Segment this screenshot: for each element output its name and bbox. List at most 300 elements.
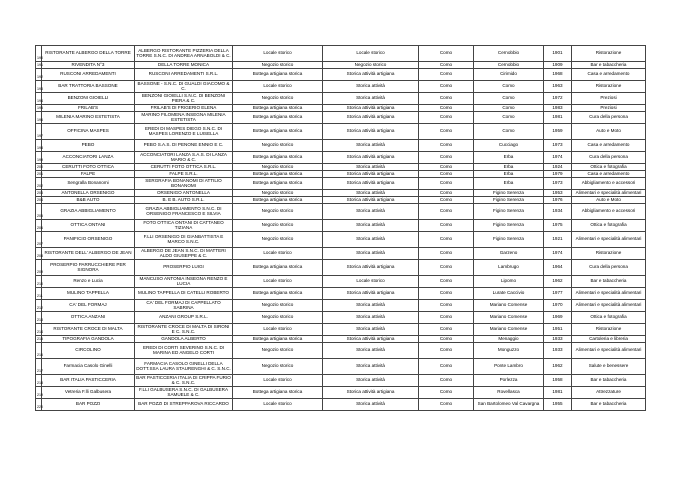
founding-year-cell: 1976 — [544, 197, 572, 204]
listing-type-cell: Negozio storico — [233, 343, 323, 359]
municipality-cell: Cirimido — [474, 69, 544, 81]
business-name-cell: Sengralla Bonanomi — [42, 178, 135, 190]
province-cell: Como — [419, 204, 474, 220]
founding-year-cell: 1901 — [544, 46, 572, 62]
business-name-cell: ANTONELLA ORSENIGO — [42, 190, 135, 197]
company-name-cell: B. E B. AUTO S.R.L. — [135, 197, 233, 204]
province-cell: Como — [419, 171, 474, 178]
sector-cell: Bar e tabaccheria — [572, 375, 646, 387]
listing-type-cell: Negozio storico — [233, 312, 323, 324]
table-row — [36, 359, 646, 375]
sector-cell: Bar e tabaccheria — [572, 399, 646, 411]
business-name-cell: PANIFICIO ORSENIGO — [42, 232, 135, 248]
activity-category-cell: Storica attività — [323, 93, 419, 105]
municipality-cell: Erba — [474, 152, 544, 164]
founding-year-cell: 1933 — [544, 343, 572, 359]
sector-cell: Alimentari e specialità alimentari — [572, 232, 646, 248]
municipality-cell: San Bartolomeo Val Cavargna — [474, 399, 544, 411]
activity-category-cell: Storica attività — [323, 220, 419, 232]
business-name-cell: RISTORANTE CROCE DI MALTA — [42, 324, 135, 336]
company-name-cell: CA' DEL FORMAJ DI CAPPELLATO SABRINA — [135, 300, 233, 312]
municipality-cell: Monguzzo — [474, 343, 544, 359]
business-name-cell: RISTORANTE ALBERGO DELLA TORRE — [42, 46, 135, 62]
business-name-cell: ACCONCIATORI LANZA — [42, 152, 135, 164]
company-name-cell: MULINO TAPPELLA DI CATELLI ROBERTO — [135, 288, 233, 300]
province-cell: Como — [419, 93, 474, 105]
listing-type-cell: Negozio storico — [233, 93, 323, 105]
table-row — [36, 93, 646, 105]
business-name-cell: FRILAB'S — [42, 105, 135, 112]
founding-year-cell: 1962 — [544, 359, 572, 375]
row-number-cell: 204 — [37, 198, 43, 203]
municipality-cell: Figino Serenza — [474, 220, 544, 232]
municipality-cell: Rovellasca — [474, 387, 544, 399]
business-name-cell: CERUTTI FOTO OTTICA — [42, 164, 135, 171]
business-name-cell: MILENIA MARINO ESTETISTA — [42, 112, 135, 124]
municipality-cell: Como — [474, 124, 544, 140]
activity-category-cell: Storica attività — [323, 399, 419, 411]
table-row — [36, 248, 646, 260]
listing-type-cell: Negozio storico — [233, 62, 323, 69]
row-number-cell: 217 — [36, 359, 42, 375]
company-name-cell: F.LLI GALBUSERA S.N.C. DI GALBUSERA SAMUELE & C. — [135, 387, 233, 399]
activity-category-cell: Storica attività artigiana — [323, 152, 419, 164]
founding-year-cell: 1974 — [544, 152, 572, 164]
sector-cell: Preziosi — [572, 105, 646, 112]
listing-type-cell: Bottega artigiana storica — [233, 178, 323, 190]
municipality-cell: Como — [474, 105, 544, 112]
municipality-cell: Garzeno — [474, 248, 544, 260]
activity-category-cell: Storica attività — [323, 312, 419, 324]
listing-type-cell: Negozio storico — [233, 204, 323, 220]
business-name-cell: RUSCONI ARREDAMENTI — [42, 69, 135, 81]
founding-year-cell: 1959 — [544, 124, 572, 140]
sector-cell: Ottica e fotografia — [572, 164, 646, 171]
sector-cell: Casa e arredamento — [572, 171, 646, 178]
province-cell: Como — [419, 300, 474, 312]
municipality-cell: Mariano Comense — [474, 312, 544, 324]
company-name-cell: FOTO OTTICA ONTANI DI CATTANEO TIZIANA — [135, 220, 233, 232]
company-name-cell: BENZONI GIOIELLI S.N.C. DI BENZONI PIERA & C. — [135, 93, 233, 105]
province-cell: Como — [419, 220, 474, 232]
company-name-cell: MANCUSO ANTONIA INSEGNA RENZO E LUCIA — [135, 276, 233, 288]
activity-category-cell: Storica attività — [323, 359, 419, 375]
table-row — [36, 300, 646, 312]
activity-category-cell: Storica attività — [323, 324, 419, 336]
listing-type-cell: Bottega artigiana storica — [233, 105, 323, 112]
province-cell: Como — [419, 112, 474, 124]
sector-cell: Cura della persona — [572, 112, 646, 124]
founding-year-cell: 1962 — [544, 276, 572, 288]
founding-year-cell: 1981 — [544, 112, 572, 124]
founding-year-cell: 1973 — [544, 140, 572, 152]
listing-type-cell: Locale storico — [233, 324, 323, 336]
table-row — [36, 81, 646, 93]
business-name-cell: BAR TRATTORIA BASSONE — [42, 81, 135, 93]
municipality-cell: Menaggio — [474, 336, 544, 343]
province-cell: Como — [419, 124, 474, 140]
company-name-cell: BASSONE - S.N.C. DI GUALDI GIACOMO & C. — [135, 81, 233, 93]
listing-type-cell: Locale storico — [233, 276, 323, 288]
founding-year-cell: 1955 — [544, 399, 572, 411]
company-name-cell: PROSERPIO LUIGI — [135, 260, 233, 276]
listing-type-cell: Bottega artigiana storica — [233, 260, 323, 276]
founding-year-cell: 1983 — [544, 105, 572, 112]
sector-cell: Abbigliamento e accessori — [572, 204, 646, 220]
activity-category-cell: Storica attività — [323, 375, 419, 387]
table-row — [36, 152, 646, 164]
municipality-cell: Mariano Comense — [474, 324, 544, 336]
activity-category-cell: Storica attività artigiana — [323, 124, 419, 140]
company-name-cell: EREDI DI CORTI SEVERINO S.N.C. DI MARINA ED ANGELO CORTI — [135, 343, 233, 359]
sector-cell: Bar e tabaccheria — [572, 276, 646, 288]
founding-year-cell: 1958 — [544, 375, 572, 387]
founding-year-cell: 1963 — [544, 81, 572, 93]
listing-type-cell: Bottega artigiana storica — [233, 171, 323, 178]
table-row — [36, 343, 646, 359]
row-number-cell: 212 — [36, 300, 42, 312]
company-name-cell: ACCONCIATORI LANZA S.A.S. DI LANZA MARIO & C. — [135, 152, 233, 164]
municipality-cell: Cucciago — [474, 140, 544, 152]
business-name-cell: Renzo e Lucia — [42, 276, 135, 288]
activity-category-cell: Storica attività artigiana — [323, 171, 419, 178]
row-number-cell: 207 — [36, 232, 42, 248]
company-name-cell: MARINO FILOMENA INSEGNA MILENIA ESTETISTA — [135, 112, 233, 124]
table-row — [36, 220, 646, 232]
province-cell: Como — [419, 178, 474, 190]
business-name-cell: BAR POZZI — [42, 399, 135, 411]
table-row — [36, 197, 646, 204]
company-name-cell: SERGRAFIA BONANOMI DI ATTILIO BONANOMI — [135, 178, 233, 190]
row-number-cell: 197 — [36, 124, 42, 140]
business-name-cell: FALPE — [42, 171, 135, 178]
company-name-cell: DELLA TORRE MONICA — [135, 62, 233, 69]
business-name-cell: TIPOGRAFIA GANDOLA — [42, 336, 135, 343]
row-number-cell: 190 — [36, 46, 42, 62]
listing-type-cell: Locale storico — [233, 375, 323, 387]
activity-category-cell: Storica attività — [323, 248, 419, 260]
activity-category-cell: Locale storico — [323, 46, 419, 62]
row-number-cell: 214 — [36, 324, 42, 336]
business-name-cell: BENZONI GIOIELLI — [42, 93, 135, 105]
company-name-cell: FARMACIA CASOLO GINELLI DELLA DOTT.SSA LAURA STAURENGHI & C. S.N.C. — [135, 359, 233, 375]
activity-category-cell: Negozio storico — [323, 62, 419, 69]
province-cell: Como — [419, 312, 474, 324]
activity-category-cell: Storica attività — [323, 81, 419, 93]
activity-category-cell: Storica attività artigiana — [323, 197, 419, 204]
table-row — [36, 140, 646, 152]
company-name-cell: CERUTTI FOTO OTTICA S.R.L. — [135, 164, 233, 171]
table-row — [36, 164, 646, 171]
activity-category-cell: Storica attività — [323, 140, 419, 152]
table-row — [36, 124, 646, 140]
province-cell: Como — [419, 288, 474, 300]
founding-year-cell: 1909 — [544, 62, 572, 69]
listing-type-cell: Negozio storico — [233, 359, 323, 375]
business-name-cell: RISTORANTE DELL' ALBERGO DE JEAN — [42, 248, 135, 260]
row-number-cell: 193 — [36, 81, 42, 93]
founding-year-cell: 1964 — [544, 260, 572, 276]
municipality-cell: Lipomo — [474, 276, 544, 288]
sector-cell: Alimentari e specialità alimentari — [572, 343, 646, 359]
municipality-cell: Como — [474, 112, 544, 124]
table-row — [36, 375, 646, 387]
sector-cell: Attrezzature — [572, 387, 646, 399]
company-name-cell: ALBERGO DE JEAN S.N.C. DI MATTERI ALDO GIUSEPPE & C. — [135, 248, 233, 260]
province-cell: Como — [419, 260, 474, 276]
activity-category-cell: Storica attività artigiana — [323, 105, 419, 112]
province-cell: Como — [419, 232, 474, 248]
business-name-cell: CA' DEL FORMAJ — [42, 300, 135, 312]
activity-category-cell: Storica attività — [323, 232, 419, 248]
table-row — [36, 112, 646, 124]
row-number-cell: 199 — [36, 152, 42, 164]
listing-type-cell: Locale storico — [233, 248, 323, 260]
sector-cell: Ottica e fotografia — [572, 312, 646, 324]
province-cell: Como — [419, 248, 474, 260]
table-row — [36, 69, 646, 81]
sector-cell: Ristorazione — [572, 46, 646, 62]
sector-cell: Casa e arredamento — [572, 69, 646, 81]
founding-year-cell: 1972 — [544, 93, 572, 105]
municipality-cell: Mariano Comense — [474, 300, 544, 312]
row-number-cell: 210 — [36, 276, 42, 288]
listing-type-cell: Bottega artigiana storica — [233, 152, 323, 164]
founding-year-cell: 1933 — [544, 336, 572, 343]
listing-type-cell: Negozio storico — [233, 232, 323, 248]
activity-category-cell: Storica attività artigiana — [323, 178, 419, 190]
sector-cell: Auto e Moto — [572, 124, 646, 140]
business-name-cell: GRAZIA ABBIGLIAMENTO — [42, 204, 135, 220]
sector-cell: Bar e tabaccheria — [572, 62, 646, 69]
company-name-cell: BAR POZZI DI STREPPAROVA RICCARDO — [135, 399, 233, 411]
province-cell: Como — [419, 69, 474, 81]
business-name-cell: Vetreria F.lli Galbusera — [42, 387, 135, 399]
municipality-cell: Figino Serenza — [474, 232, 544, 248]
business-name-cell: Farmacia Casolo Ginelli — [42, 359, 135, 375]
activity-category-cell: Storica attività artigiana — [323, 288, 419, 300]
municipality-cell: Cernobbio — [474, 46, 544, 62]
row-number-cell: 200 — [37, 165, 43, 170]
row-number-cell: 218 — [36, 375, 42, 387]
founding-year-cell: 1969 — [544, 312, 572, 324]
sector-cell: Ristorazione — [572, 324, 646, 336]
founding-year-cell: 1979 — [544, 171, 572, 178]
activity-category-cell: Storica attività artigiana — [323, 387, 419, 399]
founding-year-cell: 1921 — [544, 232, 572, 248]
company-name-cell: PEBO S.A.S. DI PENONE ENNIO E C. — [135, 140, 233, 152]
table-row — [36, 288, 646, 300]
sector-cell: Ottica e fotografia — [572, 220, 646, 232]
row-number-cell: 220 — [36, 399, 42, 411]
company-name-cell: ORSENIGO ANTONELLA — [135, 190, 233, 197]
company-name-cell: EREDI DI MASPES DIEGO S.N.C. DI MASPES LORENZO E LUISELLA — [135, 124, 233, 140]
listing-type-cell: Locale storico — [233, 399, 323, 411]
table-row — [36, 324, 646, 336]
table-row — [36, 387, 646, 399]
historic-businesses-table — [35, 45, 646, 411]
province-cell: Como — [419, 152, 474, 164]
activity-category-cell: Locale storico — [323, 276, 419, 288]
founding-year-cell: 1951 — [544, 324, 572, 336]
company-name-cell: FRILAB'S DI FRIGERIO ELENA — [135, 105, 233, 112]
founding-year-cell: 1981 — [544, 387, 572, 399]
row-number-cell: 203 — [37, 191, 43, 196]
listing-type-cell: Negozio storico — [233, 140, 323, 152]
row-number-cell: 206 — [36, 220, 42, 232]
municipality-cell: Porlezza — [474, 375, 544, 387]
row-number-cell: 219 — [36, 387, 42, 399]
row-number-cell: 196 — [36, 112, 42, 124]
row-number-cell: 216 — [36, 343, 42, 359]
municipality-cell: Erba — [474, 171, 544, 178]
founding-year-cell: 1977 — [544, 288, 572, 300]
municipality-cell: Cernobbio — [474, 62, 544, 69]
table-row — [36, 204, 646, 220]
province-cell: Como — [419, 140, 474, 152]
table-row — [36, 62, 646, 69]
company-name-cell: RUSCONI ARREDAMENTI S.R.L. — [135, 69, 233, 81]
business-name-cell: OTTICA ONTANI — [42, 220, 135, 232]
province-cell: Como — [419, 81, 474, 93]
province-cell: Como — [419, 197, 474, 204]
activity-category-cell: Storica attività — [323, 204, 419, 220]
listing-type-cell: Negozio storico — [233, 164, 323, 171]
sector-cell: Abbigliamento e accessori — [572, 178, 646, 190]
table-row — [36, 178, 646, 190]
table-row — [36, 336, 646, 343]
province-cell: Como — [419, 164, 474, 171]
business-name-cell: RIVENDITA N°3 — [42, 62, 135, 69]
company-name-cell: BAR PASTICCERIA ITALIA DI CRIPPA FURIO & C. S.N.C. — [136, 374, 231, 385]
sector-cell: Alimentari e specialità alimentari — [572, 288, 646, 300]
listing-type-cell: Bottega artigiana storica — [233, 69, 323, 81]
company-name-cell: FALPE S.R.L. — [135, 171, 233, 178]
table-row — [36, 105, 646, 112]
activity-category-cell: Storica attività — [323, 343, 419, 359]
row-number-cell: 195 — [37, 106, 43, 111]
listing-type-cell: Bottega artigiana storica — [233, 197, 323, 204]
listing-type-cell: Negozio storico — [233, 220, 323, 232]
table-row — [36, 190, 646, 197]
province-cell: Como — [419, 276, 474, 288]
row-number-cell: 213 — [36, 312, 42, 324]
row-number-cell: 208 — [36, 248, 42, 260]
table-row — [36, 399, 646, 411]
business-name-cell: B&B AUTO — [42, 197, 135, 204]
sector-cell: Ristorazione — [572, 248, 646, 260]
municipality-cell: Figino Serenza — [474, 204, 544, 220]
listing-type-cell: Bottega artigiana storica — [233, 288, 323, 300]
row-number-cell: 205 — [36, 204, 42, 220]
sector-cell: Cura della persona — [572, 260, 646, 276]
table-row — [36, 276, 646, 288]
listing-type-cell: Bottega artigiana storica — [233, 336, 323, 343]
listing-type-cell: Bottega artigiana storica — [233, 124, 323, 140]
activity-category-cell: Storica attività artigiana — [323, 336, 419, 343]
listing-type-cell: Bottega artigiana storica — [233, 387, 323, 399]
founding-year-cell: 1973 — [544, 178, 572, 190]
province-cell: Como — [419, 336, 474, 343]
municipality-cell: Figino Serenza — [474, 197, 544, 204]
row-number-cell: 192 — [36, 69, 42, 81]
province-cell: Como — [419, 105, 474, 112]
province-cell: Como — [419, 387, 474, 399]
founding-year-cell: 1924 — [544, 164, 572, 171]
business-name-cell: MULINO TAPPELLA — [42, 288, 135, 300]
municipality-cell: Como — [474, 93, 544, 105]
table-row — [36, 260, 646, 276]
founding-year-cell: 1953 — [544, 190, 572, 197]
row-number-cell: 198 — [36, 140, 42, 152]
sector-cell: Salute e benessere — [572, 359, 646, 375]
province-cell: Como — [419, 62, 474, 69]
company-name-cell: F.LLI ORSENIGO DI GIANBATTISTA E MARCO S.N.C. — [135, 232, 233, 248]
listing-type-cell: Negozio storico — [233, 190, 323, 197]
province-cell: Como — [419, 343, 474, 359]
founding-year-cell: 1970 — [544, 300, 572, 312]
sector-cell: Auto e Moto — [572, 197, 646, 204]
sector-cell: Ristorazione — [572, 81, 646, 93]
activity-category-cell: Storica attività — [323, 164, 419, 171]
row-number-cell: 209 — [36, 260, 42, 276]
business-name-cell: PEBO — [42, 140, 135, 152]
company-name-cell: ALBERGO RISTORANTE PIZZERIA DELLA TORRE S.N.C. DI ANDREA ARNABOLDI & C. — [135, 46, 233, 62]
company-name-cell: GANDOLA ALBERTO — [135, 336, 233, 343]
listing-type-cell: Negozio storico — [233, 300, 323, 312]
municipality-cell: Ponte Lambro — [474, 359, 544, 375]
company-name-cell: RISTORANTE CROCE DI MALTA DI SIRONI E C. S.N.C. — [135, 324, 233, 336]
province-cell: Como — [419, 399, 474, 411]
municipality-cell: Erba — [474, 178, 544, 190]
province-cell: Como — [419, 359, 474, 375]
municipality-cell: Figino Serenza — [474, 190, 544, 197]
province-cell: Como — [419, 190, 474, 197]
business-name-cell: CIRCOLINO — [42, 343, 135, 359]
sector-cell: Alimentari e specialità alimentari — [572, 190, 646, 197]
municipality-cell: Como — [474, 81, 544, 93]
founding-year-cell: 1934 — [544, 204, 572, 220]
table-body — [36, 46, 646, 411]
activity-category-cell: Storica attività — [323, 300, 419, 312]
row-number-cell: 215 — [37, 337, 43, 342]
sector-cell: Cartoleria e libreria — [572, 336, 646, 343]
province-cell: Como — [419, 46, 474, 62]
row-number-cell: 194 — [36, 93, 42, 105]
sector-cell: Alimentari e specialità alimentari — [572, 300, 646, 312]
table-row — [36, 312, 646, 324]
activity-category-cell: Storica attività artigiana — [323, 112, 419, 124]
activity-category-cell: Storica attività artigiana — [323, 69, 419, 81]
municipality-cell: Lambrugo — [474, 260, 544, 276]
sector-cell: Cura della persona — [572, 152, 646, 164]
business-name-cell: PROSERPIO PARRUCCHIERE PER SIGNORA — [42, 260, 135, 276]
founding-year-cell: 1968 — [544, 69, 572, 81]
row-number-cell: 202 — [36, 178, 42, 190]
founding-year-cell: 1974 — [544, 248, 572, 260]
business-name-cell: OTTICA ANZANI — [42, 312, 135, 324]
business-name-cell: BAR ITALIA PASTICCERIA — [42, 375, 135, 387]
table-row — [36, 46, 646, 62]
row-number-cell: 211 — [36, 288, 42, 300]
table-row — [36, 171, 646, 178]
company-name-cell: GRAZIA ABBIGLIAMENTO S.N.C. DI ORSENIGO FRANCESCO E SILVIA — [135, 204, 233, 220]
listing-type-cell: Locale storico — [233, 46, 323, 62]
table-row — [36, 232, 646, 248]
founding-year-cell: 1975 — [544, 220, 572, 232]
activity-category-cell: Storica attività — [323, 190, 419, 197]
sector-cell: Preziosi — [572, 93, 646, 105]
